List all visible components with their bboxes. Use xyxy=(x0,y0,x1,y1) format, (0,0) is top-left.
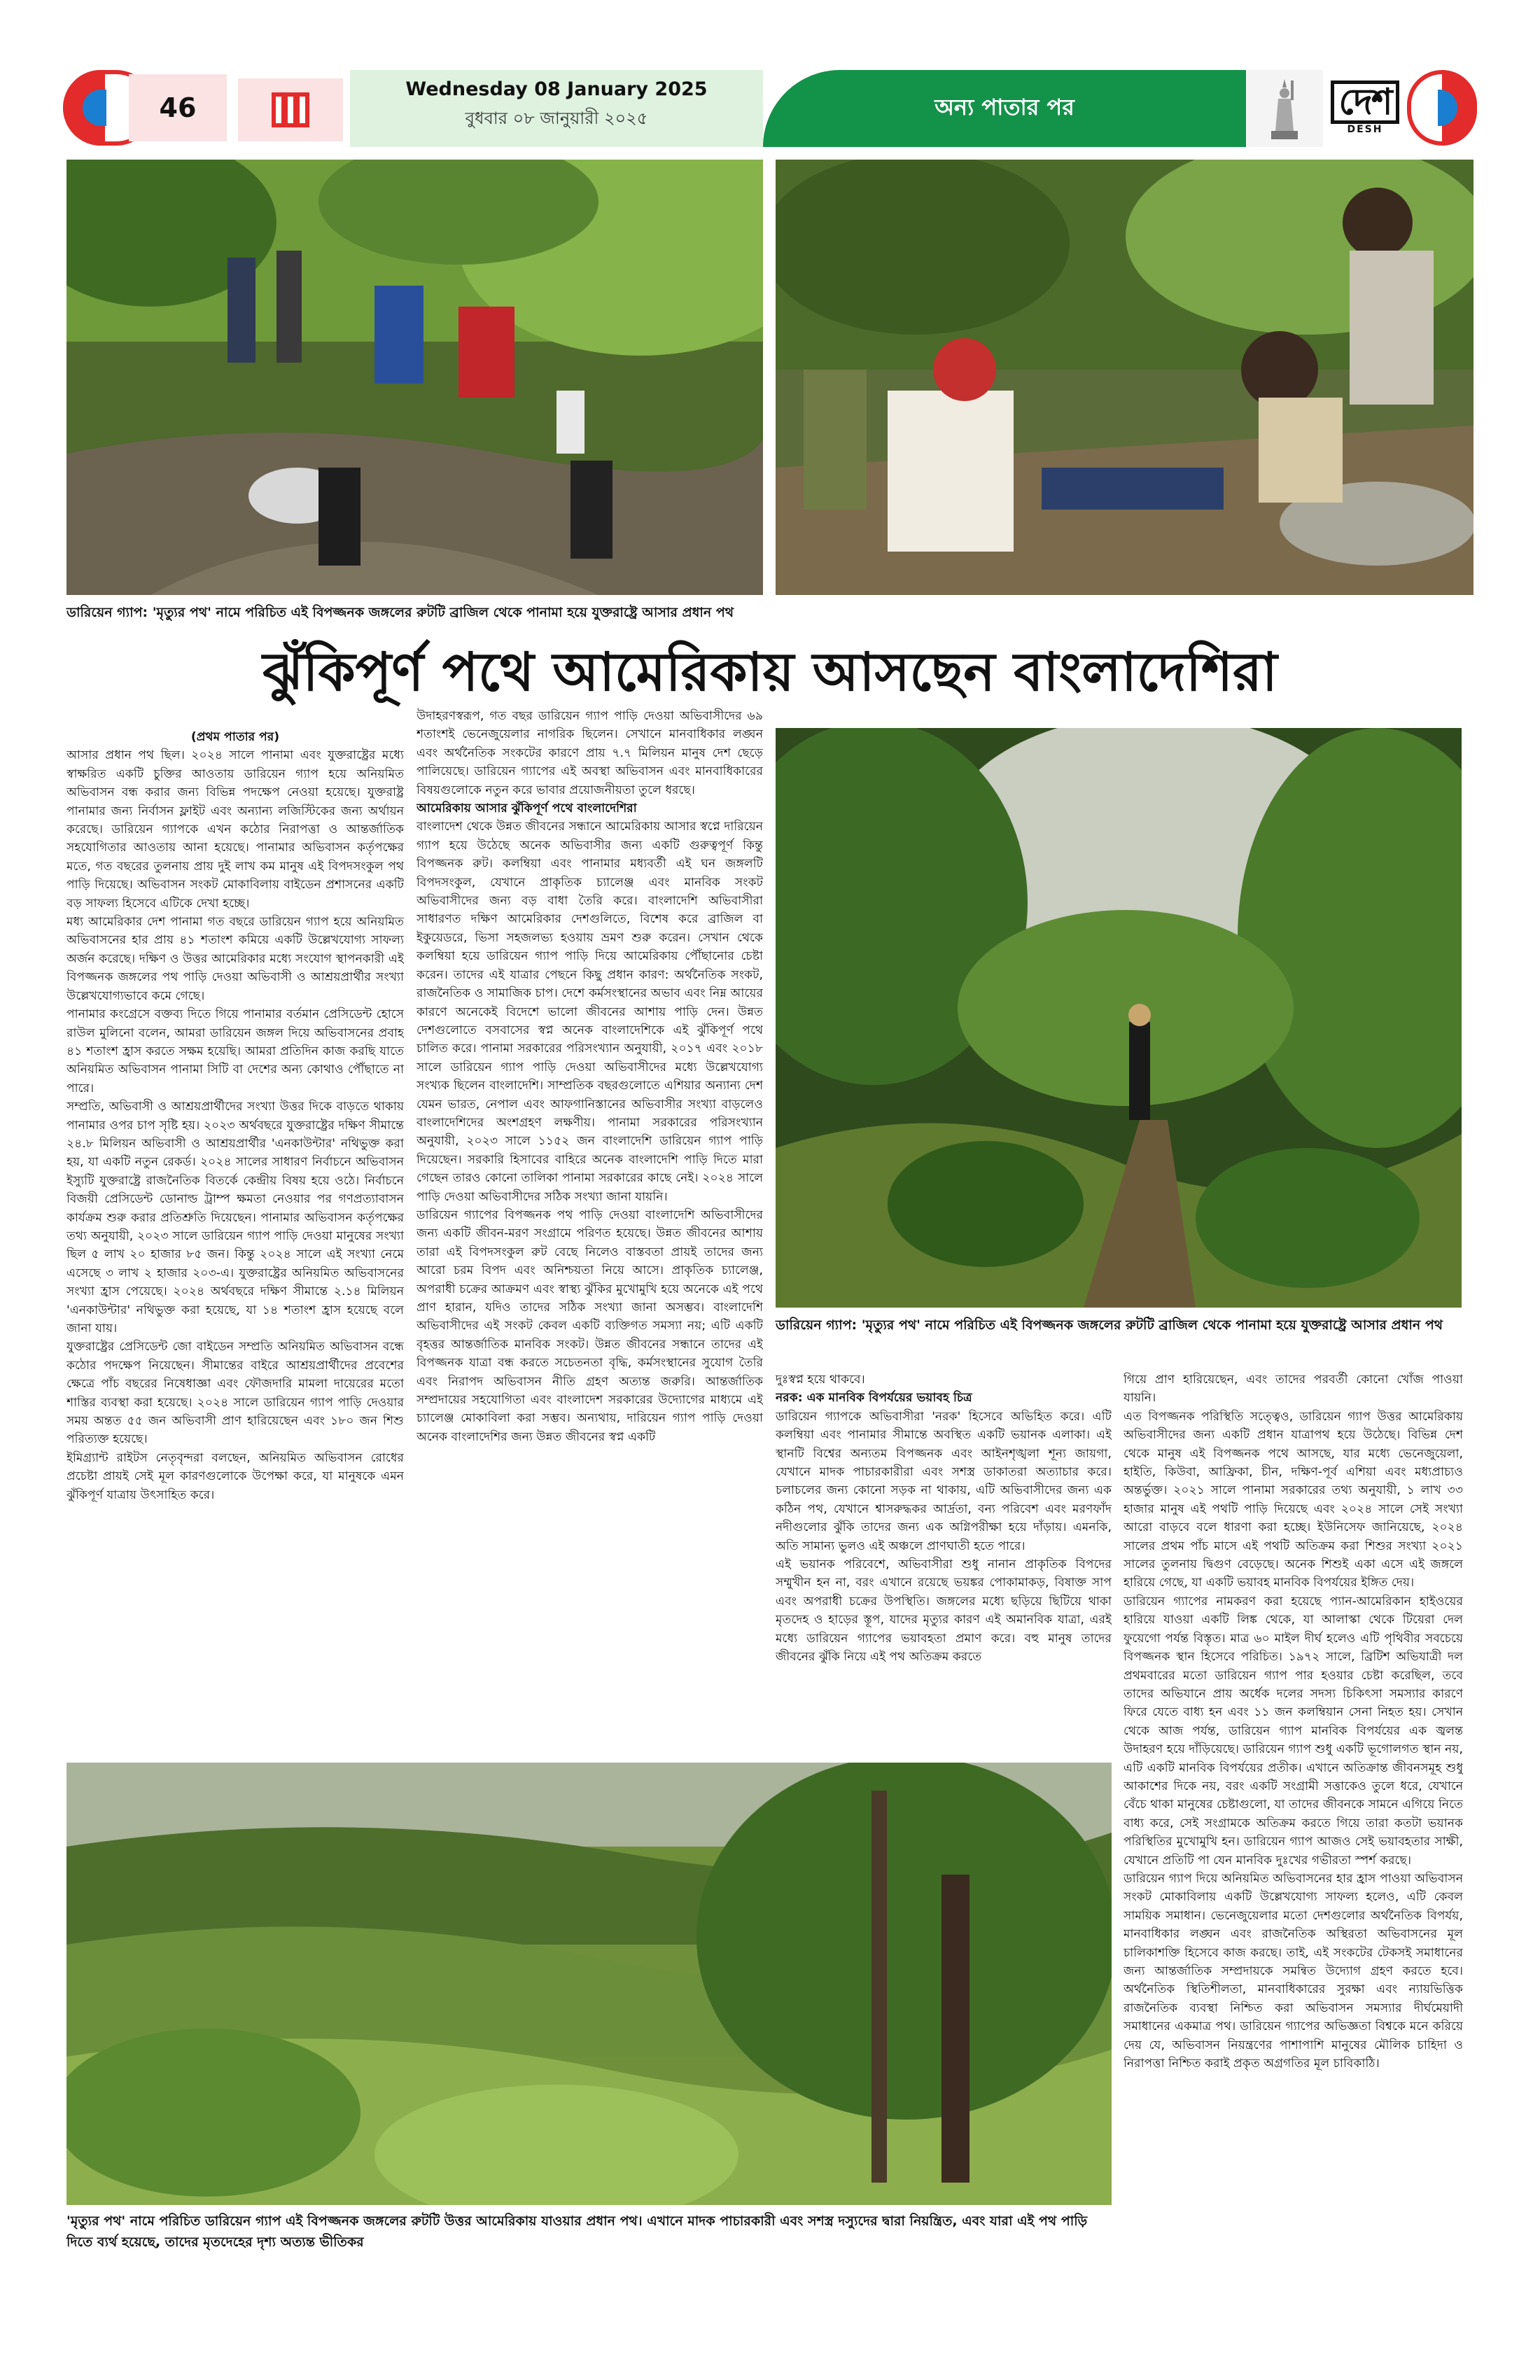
statue-of-liberty-icon xyxy=(1246,70,1323,147)
article-column-4 xyxy=(1124,1371,1463,2331)
section-bar xyxy=(763,70,1246,147)
article-column-3 xyxy=(776,1371,1112,1752)
paragraph: ডারিয়েন গ্যাপের বিপজ্জনক পথ পাড়ি দেওয়া বাংলাদেশি অভিবাসীদের জন্য একটি জীবন-মরণ সংগ্রামে পরিণত হয়েছে। উন্নত জীবনের আশায় তারা এই বিপদসংকুল রুট বেছে নিলেও বাস্তবতা প্রায়ই তাদের জন্য আরো চরম বিপদ এবং অনিশ্চয়তা নিয়ে আসে। প্রাকৃতিক চ্যালেঞ্জ, অপরাধী চক্রের আক্রমণ এবং স্বাস্থ্য ঝুঁকির মুখোমুখি হয়ে অনেকে এই পথে প্রাণ হারান, যদিও তাদের সঠিক সংখ্যা জানা অসম্ভব। বাংলাদেশি অভিবাসীদের এই সংকট কেবল একটি ব্যক্তিগত সমস্যা নয়; এটি একটি বৃহত্তর আন্তর্জাতিক মানবিক সংকট। উন্নত জীবনের সন্ধানে তাদের এই বিপজ্জনক যাত্রা বন্ধ করতে সচেতনতা বৃদ্ধি, কর্মসংস্থানের সুযোগ তৈরি এবং নিরাপদ অভিবাসন নীতি গ্রহণ অত্যন্ত জরুরি। আন্তর্জাতিক সম্প্রদায়ের সহযোগিতা এবং বাংলাদেশ সরকারের উদ্যোগের মাধ্যমে এই চ্যালেঞ্জ মোকাবিলা করা সম্ভব। অন্যথায়, দারিয়েন গ্যাপ পাড়ি দেওয়া অনেক বাংলাদেশির জন্য উন্নত জীবনের স্বপ্ন একটি xyxy=(416,1208,763,1444)
paragraph: পানামার কংগ্রেসে বক্তব্য দিতে গিয়ে পানামার বর্তমান প্রেসিডেন্ট হোসে রাউল মুলিনো বলেন, আমরা ডারিয়েন জঙ্গল দিয়ে অভিবাসনের প্রবাহ ৪১ শতাংশ হ্রাস করতে সক্ষম হয়েছি। আমরা প্রতিদিন কাজ করছি যাতে অনিয়মিত অভিবাসন পানামা সিটি বা দেশের অন্য কোথাও পৌঁছাতে না পারে। xyxy=(66,1007,404,1096)
page-header xyxy=(63,64,1477,151)
paragraph: ডারিয়েন গ্যাপকে অভিবাসীরা 'নরক' হিসেবে অভিহিত করে। এটি কলম্বিয়া এবং পানামার সীমান্তে অবস্থিত একটি ভয়ানক এলাকা। এই স্থানটি বিশ্বের অন্যতম বিপজ্জনক এবং আইনশৃঙ্খলা শূন্য জায়গা, যেখানে মাদক পাচারকারীরা এবং সশস্ত্র ডাকাতরা অত্যাচার করে। চলাচলের জন্য কোনো সড়ক না থাকায়, এটি অভিবাসীদের জন্য এক কঠিন পথ, যেখানে শ্বাসরুদ্ধকর আর্দ্রতা, বন্য পরিবেশ এবং মরণফাঁদ নদীগুলোর ঝুঁকি তাদের জন্য এক অগ্নিপরীক্ষা হয়ে দাঁড়ায়। এমনকি, অতি সামান্য ভুলও এই অঞ্চলে প্রাণঘাতী হতে পারে। xyxy=(776,1409,1112,1553)
subheading: আমেরিকায় আসার ঝুঁকিপূর্ণ পথে বাংলাদেশিরা xyxy=(416,802,637,816)
headline: ঝুঁকিপূর্ণ পথে আমেরিকায় আসছেন বাংলাদেশিরা xyxy=(262,640,1278,703)
page-number: 46 xyxy=(129,74,227,141)
photo-migrant-women-resting xyxy=(776,160,1474,595)
logo-main: দেশ xyxy=(1331,80,1399,124)
paragraph: উদাহরণস্বরূপ, গত বছর ডারিয়েন গ্যাপ পাড়ি দেওয়া অভিবাসীদের ৬৯ শতাংশই ভেনেজুয়েলার নাগরিক ছিলেন। সেখানে মানবাধিকার লঙ্ঘন এবং অর্থনৈতিক সংকটের কারণে প্রায় ৭.৭ মিলিয়ন মানুষ দেশ ছেড়ে পালিয়েছে। ডারিয়েন গ্যাপের এই অবস্থা অভিবাসন এবং মানবাধিকারের বিষয়গুলোকে নতুন করে ভাবার প্রয়োজনীয়তা তুলে ধরছে। xyxy=(416,709,763,797)
article-column-1 xyxy=(66,728,404,1750)
subheading: নরক: এক মানবিক বিপর্যয়ের ভয়াবহ চিত্র xyxy=(776,1391,972,1406)
section-title: অন্য পাতার পর xyxy=(934,94,1074,120)
paragraph: ইমিগ্র্যান্ট রাইটস নেতৃবৃন্দরা বলছেন, অনিয়মিত অভিবাসন রোধের প্রচেষ্টা প্রায়ই সেই মূল কারণগুলোকে উপেক্ষা করে, যা মানুষকে এমন ঝুঁকিপূর্ণ যাত্রায় উৎসাহিত করে। xyxy=(66,1450,404,1502)
paragraph: দুঃস্বপ্ন হয়ে থাকবে। xyxy=(776,1373,865,1387)
photo-migrants-mud-path xyxy=(66,160,763,595)
paragraph: বাংলাদেশ থেকে উন্নত জীবনের সন্ধানে আমেরিকায় আসার স্বপ্নে দারিয়েন গ্যাপ হয়ে উঠেছে অনেক অভিবাসীর জন্য একটি গুরুত্বপূর্ণ কিন্তু বিপজ্জনক রুট। কলম্বিয়া এবং পানামার মধ্যবর্তী এই ঘন জঙ্গলটি বিপদসংকুল, যেখানে প্রাকৃতিক চ্যালেঞ্জ এবং মানবিক সংকট অভিবাসীদের জন্য বড় বাধা তৈরি করে। বাংলাদেশি অভিবাসীরা সাধারণত দক্ষিণ আমেরিকার দেশগুলিতে, বিশেষ করে ব্রাজিল বা ইকুয়েডরে, ভিসা সহজলভ্য হওয়ায় ভ্রমণ শুরু করেন। সেখান থেকে কলম্বিয়া হয়ে ডারিয়েন গ্যাপ পাড়ি দিয়ে আমেরিকায় পৌঁছানোর চেষ্টা করেন। তাদের এই যাত্রার পেছনে কিছু প্রধান কারণ: অর্থনৈতিক সংকট, রাজনৈতিক ও সামাজিক চাপ। দেশে কর্মসংস্থানের অভাব এবং নিম্ন আয়ের কারণে অনেকেই বিদেশে ভালো জীবনের আশায় পাড়ি দেন। উন্নত দেশগুলোতে বসবাসের স্বপ্ন অনেক বাংলাদেশিকে এই ঝুঁকিপূর্ণ পথে চালিত করে। পানামা সরকারের পরিসংখ্যান অনুযায়ী, ২০১৭ এবং ২০১৮ সালে ডারিয়েন গ্যাপ পাড়ি দেওয়া অভিবাসীদের মধ্যে উল্লেখযোগ্য সংখ্যক ছিলেন বাংলাদেশি। সাম্প্রতিক বছরগুলোতে এশিয়ার অন্যান্য দেশ যেমন ভারত, নেপাল এবং আফগানিস্তানের অভিবাসীর সংখ্যা বাড়লেও বাংলাদেশিদের অংশগ্রহণ লক্ষণীয়। পানামা সরকারের পরিসংখ্যান অনুযায়ী, ২০২৩ সালে ১১৫২ জন বাংলাদেশি ডারিয়েন গ্যাপ পাড়ি দিয়েছেন। সরকারি হিসাবের বাহিরে অনেক বাংলাদেশি পাড়ি দিতে মারা গেছেন তারও কোনো তালিকা পানামা সরকারের কাছে নেই। ২০২৪ সালে পাড়ি দেওয়া অভিবাসীদের সঠিক সংখ্যা জানা যায়নি। xyxy=(416,820,763,1204)
date-english: Wednesday 08 January 2025 xyxy=(405,78,708,100)
article-column-2 xyxy=(416,707,763,1750)
photo-jungle-trail xyxy=(776,728,1462,1308)
paragraph: ডারিয়েন গ্যাপ দিয়ে অনিয়মিত অভিবাসনের হার হ্রাস পাওয়া অভিবাসন সংকট মোকাবিলায় একটি উল্লেখযোগ্য সাফল্য হলেও, এটি কেবল সাময়িক সমাধান। ভেনেজুয়েলার মতো দেশগুলোর অর্থনৈতিক বিপর্যয়, মানবাধিকার লঙ্ঘন এবং রাজনৈতিক অস্থিরতা অভিবাসনের মূল চালিকাশক্তি হিসেবে কাজ করছে। তাই, এই সংকটের টেকসই সমাধানের জন্য আন্তর্জাতিক সম্প্রদায়কে সমন্বিত উদ্যোগ গ্রহণ করতে হবে। অর্থনৈতিক স্থিতিশীলতা, মানবাধিকারের সুরক্ষা এবং ন্যায়ভিত্তিক রাজনৈতিক ব্যবস্থা নিশ্চিত করা অভিবাসন সমস্যার দীর্ঘমেয়াদী সমাধানের একমাত্র পথ। ডারিয়েন গ্যাপের অভিজ্ঞতা বিশ্বকে মনে করিয়ে দেয় যে, অভিবাসন নিয়ন্ত্রণের পাশাপাশি মানুষের মৌলিক চাহিদা ও নিরাপত্তা নিশ্চিত করাই প্রকৃত অগ্রগতির মূল চাবিকাঠি। xyxy=(1124,1871,1463,2071)
paragraph: সম্প্রতি, অভিবাসী ও আশ্রয়প্রার্থীদের সংখ্যা উত্তর দিকে বাড়তে থাকায় পানামার ওপর চাপ সৃষ্টি হয়। ২০২৩ অর্থবছরে যুক্তরাষ্ট্রের দক্ষিণ সীমান্তে ২৪.৮ মিলিয়ন অভিবাসী ও আশ্রয়প্রার্থীর 'এনকাউন্টার' নথিভুক্ত করা হয়, যা একটি নতুন রেকর্ড। ২০২৪ সালের সাধারণ নির্বাচনে অভিবাসন ইস্যুটি যুক্তরাষ্ট্রে রাজনৈতিক বিতর্কে কেন্দ্রীয় বিষয় হয়ে ওঠে। নির্বাচনে বিজয়ী প্রেসিডেন্ট ডোনাল্ড ট্রাম্প ক্ষমতা নেওয়ার পর গণপ্রত্যাবাসন কার্যক্রম শুরু করার প্রতিশ্রুতি দিয়েছেন। পানামার অভিবাসন কর্তৃপক্ষের তথ্য অনুযায়ী, ২০২৩ সালে ডারিয়েন গ্যাপ পাড়ি দেওয়া মানুষের সংখ্যা ছিল ৫ লাখ ২০ হাজার ৮৫ জন। কিন্তু ২০২৪ সালে এই সংখ্যা নেমে এসেছে ৩ লাখ ২ হাজার ২০৩-এ। যুক্তরাষ্ট্রের অনিয়মিত অভিবাসনের সংখ্যা হ্রাস পেয়েছে। ২০২৪ অর্থবছরে দক্ষিণ সীমান্তে ২.১৪ মিলিয়ন 'এনকাউন্টার' নথিভুক্ত করা হয়েছে, যা ১৪ শতাংশ হ্রাস হয়েছে বলে জানা যায়। xyxy=(66,1100,404,1336)
date-box xyxy=(350,70,763,147)
middle-photo-caption: ডারিয়েন গ্যাপ: 'মৃত্যুর পথ' নামে পরিচিত এই বিপজ্জনক জঙ্গলের রুটটি ব্রাজিল থেকে পানামা হয়ে যুক্তরাষ্ট্রে আসার প্রধান পথ xyxy=(776,1317,1443,1333)
right-tab-ornament xyxy=(1407,70,1477,146)
paragraph: মধ্য আমেরিকার দেশ পানামা গত বছরে ডারিয়েন গ্যাপ হয়ে অনিয়মিত অভিবাসনের হার প্রায় ৪১ শতাংশ কমিয়ে একটি উল্লেখযোগ্য সাফল্য অর্জন করেছে। দক্ষিণ ও উত্তর আমেরিকার মধ্যে সংযোগ স্থাপনকারী এই বিপজ্জনক জঙ্গলের পথ পাড়ি দেওয়া অভিবাসী ও আশ্রয়প্রার্থীর সংখ্যা উল্লেখযোগ্যভাবে কমে গেছে। xyxy=(66,915,404,1003)
top-photo-caption: ডারিয়েন গ্যাপ: 'মৃত্যুর পথ' নামে পরিচিত এই বিপজ্জনক জঙ্গলের রুটটি ব্রাজিল থেকে পানামা হয়ে যুক্তরাষ্ট্রে আসার প্রধান পথ xyxy=(66,605,734,620)
book-icon xyxy=(238,78,343,141)
paragraph: যুক্তরাষ্ট্রের প্রেসিডেন্ট জো বাইডেন সম্প্রতি অনিয়মিত অভিবাসন বন্ধে কঠোর পদক্ষেপ নিয়েছেন। সীমান্তের বাইরে আশ্রয়প্রার্থীদের প্রবেশের ক্ষেত্রে পাঁচ বছরের নিষেধাজ্ঞা এবং ফৌজদারি মামলা দায়েরের মতো শাস্তির ব্যবস্থা করা হয়েছে। ২০২৪ সালে ডারিয়েন গ্যাপ পাড়ি দেওয়ার সময় অন্তত ৫৫ জন অভিবাসী প্রাণ হারিয়েছেন এবং ১৮০ জন শিশু পরিত্যক্ত হয়েছে। xyxy=(66,1340,404,1447)
paragraph: এত বিপজ্জনক পরিস্থিতি সত্ত্বেও, ডারিয়েন গ্যাপ উত্তর আমেরিকায় অভিবাসীদের জন্য একটি প্রধান যাত্রাপথ হয়ে উঠেছে। বিভিন্ন দেশ থেকে মানুষ এই বিপজ্জনক পথে আসছে, যার মধ্যে ভেনেজুয়েলা, হাইতি, কিউবা, আফ্রিকা, চীন, দক্ষিণ-পূর্ব এশিয়া এবং মধ্যপ্রাচ্যও অন্তর্ভুক্ত। ২০২১ সালে পানামা সরকারের তথ্য অনুযায়ী, ১ লাখ ৩৩ হাজার মানুষ এই পথটি পাড়ি দিয়েছে এবং ২০২৪ সালে সেই সংখ্যা আরো বাড়বে বলে ধারণা করা হচ্ছে। ইউনিসেফ জানিয়েছে, ২০২৪ সালের প্রথম পাঁচ মাসে এই পথটি অতিক্রম করা শিশুর সংখ্যা ২০২১ সালের তুলনায় দ্বিগুণ বেড়েছে। অনেক শিশুই একা এসে এই জঙ্গলে হারিয়ে গেছে, যা একটি ভয়াবহ মানবিক বিপর্যয়ের ইঙ্গিত দেয়। xyxy=(1124,1409,1463,1590)
bottom-photo-caption: 'মৃত্যুর পথ' নামে পরিচিত ডারিয়েন গ্যাপ এই বিপজ্জনক জঙ্গলের রুটটি উত্তর আমেরিকায় যাওয়ার প্রধান পথ। এখানে মাদক পাচারকারী এবং সশস্ত্র দস্যুদের দ্বারা নিয়ন্ত্রিত, এবং যারা এই পথ পাড়ি দিতে ব্যর্থ হয়েছে, তাদের মৃতদেহের দৃশ্য অত্যন্ত ভীতিকর xyxy=(66,2213,1088,2250)
photo-darien-forest-valley xyxy=(66,1763,1112,2205)
jump-label: (প্রথম পাতার পর) xyxy=(190,730,280,744)
paragraph: আসার প্রধান পথ ছিল। ২০২৪ সালে পানামা এবং যুক্তরাষ্ট্রের মধ্যে স্বাক্ষরিত একটি চুক্তির আওতায় ডারিয়েন গ্যাপ হয়ে অনিয়মিত অভিবাসন বন্ধ করার জন্য বিভিন্ন পদক্ষেপ নেওয়া হয়েছে। যুক্তরাষ্ট্র পানামার জন্য নির্বাসন ফ্লাইট এবং অন্যান্য লজিস্টিকের জন্য অর্থায়ন করেছে। ডারিয়েন গ্যাপকে এখন কঠোর নিরাপত্তা ও আন্তর্জাতিক সহযোগিতার আওতায় আনা হয়েছে। পানামার অভিবাসন কর্তৃপক্ষের মতে, গত বছরের তুলনায় প্রায় দুই লাখ কম মানুষ এই বিপদসংকুল পথ পাড়ি দিয়েছে। অভিবাসন সংকট মোকাবিলায় বাইডেন প্রশাসনের একটি বড় সাফল্য হিসেবে এটিকে দেখা হচ্ছে। xyxy=(66,748,404,911)
date-bangla: বুধবার ০৮ জানুয়ারী ২০২৫ xyxy=(465,108,648,128)
logo-sub: DESH xyxy=(1347,124,1383,135)
paragraph: গিয়ে প্রাণ হারিয়েছেন, এবং তাদের পরবর্তী কোনো খোঁজ পাওয়া যায়নি। xyxy=(1124,1373,1463,1406)
paragraph: এই ভয়ানক পরিবেশে, অভিবাসীরা শুধু নানান প্রাকৃতিক বিপদের সম্মুখীন হন না, বরং এখানে রয়েছে ভয়ঙ্কর পোকামাকড়, বিষাক্ত সাপ এবং অপরাধী চক্রের উপস্থিতি। জঙ্গলের মধ্যে ছড়িয়ে ছিটিয়ে থাকা মৃতদেহ ও হাড়ের স্তূপ, যাদের মৃত্যুর কারণ এই অমানবিক যাত্রা, এরই মধ্যে ডারিয়েন গ্যাপের ভয়াবহতা প্রমাণ করে। বহু মানুষ তাদের জীবনের ঝুঁকি নিয়ে এই পথ অতিক্রম করতে xyxy=(776,1558,1112,1665)
paragraph: ডারিয়েন গ্যাপের নামকরণ করা হয়েছে প্যান-আমেরিকান হাইওয়ের হারিয়ে যাওয়া একটি লিঙ্ক থেকে, যা আলাস্কা থেকে টিয়েরা দেল ফুয়েগো পর্যন্ত বিস্তৃত। মাত্র ৬০ মাইল দীর্ঘ হলেও এটি পৃথিবীর সবচেয়ে বিপজ্জনক স্থান হিসেবে পরিচিত। ১৯৭২ সালে, ব্রিটিশ অভিযাত্রী দল প্রথমবারের মতো ডারিয়েন গ্যাপ পার হওয়ার চেষ্টা করেছিল, তবে তাদের অভিযানে প্রায় অর্ধেক দলের সদস্য চিকিৎসা সমস্যার কারণে ফিরে যেতে বাধ্য হন এবং ১১ জন কলম্বিয়ান সেনা নিহত হয়। সেখান থেকে আজ পর্যন্ত, ডারিয়েন গ্যাপ মানবিক বিপর্যয়ের এক জ্বলন্ত উদাহরণ হয়ে দাঁড়িয়েছে। ডারিয়েন গ্যাপ শুধু একটি ভূগোলগত স্থান নয়, এটি একটি মানবিক বিপর্যয়ের প্রতীক। এখানে অতিক্রান্ত জীবনসমূহ শুধু আকাশের দিকে নয়, বরং একটি সংগ্রামী সত্তাকেও তুলে ধরে, যেখানে বেঁচে থাকা মানুষের চেষ্টাগুলো, যা তাদের জীবনকে সামনে এগিয়ে নিতে বাধ্য করে, সেই সংগ্রামকে অতিক্রম করতে গিয়ে তারা কতটা ভয়ানক পরিস্থিতির মুখোমুখি হন। ডারিয়েন গ্যাপ আজও সেই ভয়াবহতার সাক্ষী, যেখানে প্রতিটি পা যেন মানবিক দুঃখের গভীরতা স্পর্শ করছে। xyxy=(1124,1594,1463,1868)
newspaper-logo xyxy=(1323,74,1407,141)
